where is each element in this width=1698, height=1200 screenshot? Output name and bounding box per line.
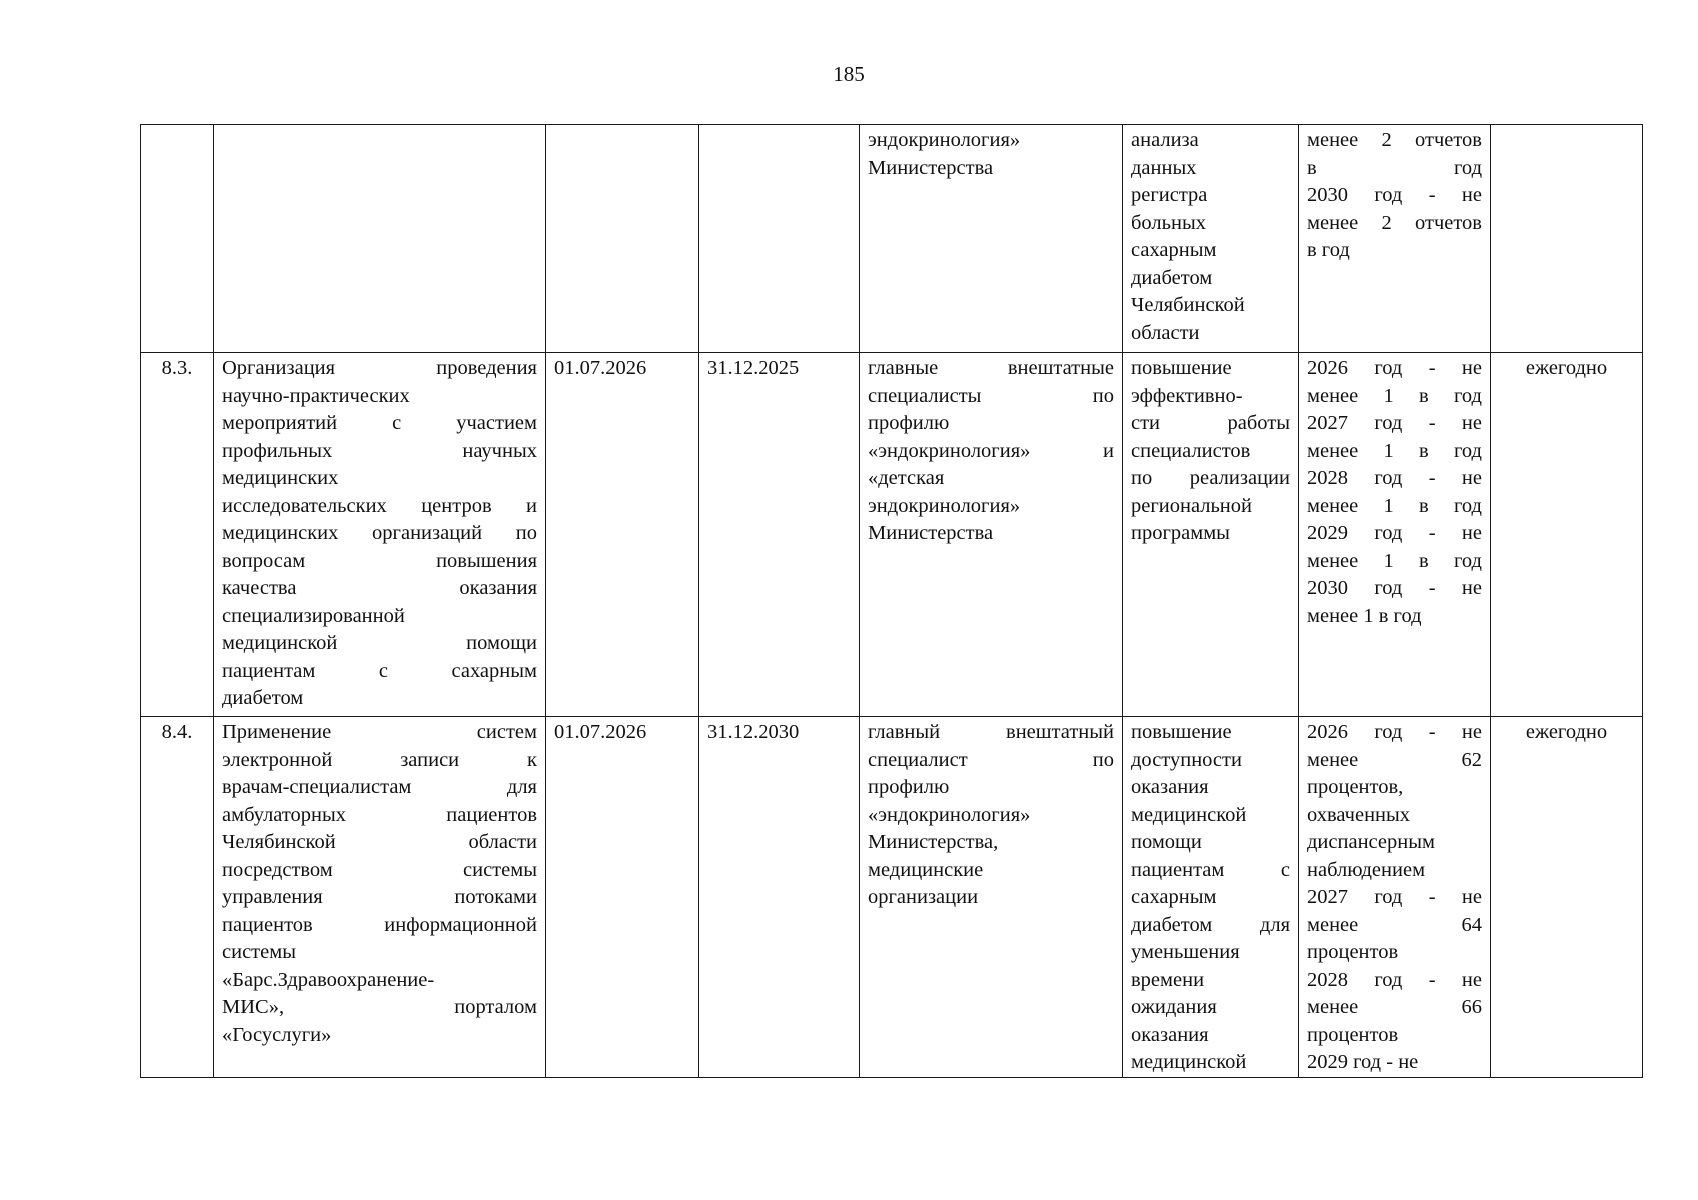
cell-line: 2029 год - не	[1307, 522, 1482, 544]
cell-line: 2029 год - не	[1307, 1051, 1419, 1073]
cell-end-date	[699, 125, 860, 353]
cell-line: Министерства	[868, 156, 994, 179]
cell-line: менее 1 в год	[1307, 604, 1422, 627]
cell-indicator	[1299, 353, 1491, 717]
cell-line: «эндокринология» и	[868, 439, 1114, 462]
table-row	[141, 125, 1643, 353]
table-row	[141, 717, 1643, 1078]
cell-indicator	[1299, 717, 1491, 1078]
cell-line: медицинских организаций по	[222, 522, 537, 544]
cell-number: 8.3.	[141, 353, 214, 717]
cell-line: уменьшения	[1131, 941, 1240, 963]
cell-line: доступности	[1131, 748, 1242, 771]
cell-line: диспансерным	[1307, 831, 1435, 853]
cell-line: 2028 год - не	[1307, 467, 1482, 489]
cell-line: повышение	[1131, 721, 1232, 743]
cell-line: профильных научных	[222, 439, 537, 462]
cell-line: научно-практических	[222, 384, 410, 407]
cell-line: 2026 год - не	[1307, 721, 1482, 743]
cell-line: диабетом	[222, 687, 304, 709]
cell-end-date: 31.12.2025	[699, 353, 860, 717]
cell-result	[1123, 717, 1299, 1078]
cell-line: сахарным	[1131, 886, 1217, 908]
cell-line: Челябинской области	[222, 831, 537, 853]
cell-line: Применение систем	[222, 721, 537, 743]
cell-line: наблюдением	[1307, 858, 1426, 881]
cell-line: мероприятий с участием	[222, 412, 537, 434]
cell-line: профилю	[868, 776, 950, 798]
cell-line: диабетом	[1131, 266, 1213, 289]
cell-line: медицинские	[868, 858, 984, 881]
cell-number	[141, 125, 214, 353]
cell-line: главные внештатные	[868, 357, 1114, 379]
cell-start-date: 01.07.2026	[546, 717, 699, 1078]
cell-start-date: 01.07.2026	[546, 353, 699, 717]
cell-line: качества оказания	[222, 577, 537, 599]
cell-result	[1123, 353, 1299, 717]
cell-line: Организация проведения	[222, 357, 537, 379]
cell-responsible	[860, 353, 1123, 717]
cell-line: области	[1131, 321, 1200, 344]
cell-line: данных	[1131, 156, 1197, 179]
page-number: 185	[833, 62, 865, 86]
cell-periodicity	[1491, 125, 1643, 353]
cell-line: 2026 год - не	[1307, 357, 1482, 379]
cell-line: главный внештатный	[868, 721, 1114, 743]
cell-action	[214, 125, 546, 353]
cell-line: менее 62	[1307, 748, 1482, 771]
cell-line: региональной	[1131, 494, 1252, 517]
cell-line: управления потоками	[222, 886, 537, 908]
cell-line: 2027 год - не	[1307, 412, 1482, 434]
cell-line: специалист по	[868, 748, 1114, 771]
cell-line: вопросам повышения	[222, 549, 537, 572]
cell-line: «детская	[868, 467, 945, 489]
cell-indicator	[1299, 125, 1491, 353]
plan-table	[140, 124, 1643, 1078]
cell-action	[214, 717, 546, 1078]
cell-start-date	[546, 125, 699, 353]
cell-line: программы	[1131, 522, 1230, 544]
cell-line: 2028 год - не	[1307, 968, 1482, 991]
table-row	[141, 353, 1643, 717]
cell-line: сти работы	[1131, 412, 1290, 434]
cell-line: Министерства,	[868, 831, 999, 853]
cell-line: эффективно-	[1131, 384, 1243, 407]
cell-line: пациентам с сахарным	[222, 659, 537, 682]
cell-line: специалисты по	[868, 384, 1114, 407]
cell-responsible	[860, 717, 1123, 1078]
cell-line: анализа	[1131, 129, 1199, 151]
cell-line: «Госуслуги»	[222, 1023, 332, 1046]
cell-line: медицинских	[222, 467, 339, 489]
cell-line: Челябинской	[1131, 294, 1245, 316]
cell-line: оказания	[1131, 1023, 1209, 1046]
cell-line: исследовательских центров и	[222, 494, 537, 517]
cell-line: повышение	[1131, 357, 1232, 379]
cell-line: времени	[1131, 968, 1205, 991]
cell-line: менее 1 в год	[1307, 439, 1482, 462]
cell-number: 8.4.	[141, 717, 214, 1078]
cell-line: медицинской помощи	[222, 632, 537, 654]
cell-line: 2030 год - не	[1307, 577, 1482, 599]
cell-line: «эндокринология»	[868, 803, 1031, 826]
cell-line: электронной записи к	[222, 748, 537, 771]
cell-line: медицинской	[1131, 1051, 1247, 1073]
cell-line: врачам-специалистам для	[222, 776, 537, 798]
cell-line: менее 66	[1307, 996, 1482, 1018]
cell-line: профилю	[868, 412, 950, 434]
cell-line: Министерства	[868, 522, 994, 544]
cell-line: помощи	[1131, 831, 1202, 853]
cell-line: больных	[1131, 211, 1206, 234]
cell-line: менее 2 отчетов	[1307, 211, 1482, 234]
cell-line: в год	[1307, 239, 1350, 261]
cell-line: эндокринология»	[868, 494, 1021, 517]
cell-action	[214, 353, 546, 717]
cell-line: оказания	[1131, 776, 1209, 798]
cell-line: организации	[868, 886, 979, 908]
cell-line: менее 1 в год	[1307, 494, 1482, 517]
cell-line: сахарным	[1131, 239, 1217, 261]
cell-line: менее 2 отчетов	[1307, 129, 1482, 151]
cell-end-date: 31.12.2030	[699, 717, 860, 1078]
cell-line: процентов,	[1307, 776, 1404, 798]
table-body	[141, 125, 1643, 1078]
cell-line: диабетом для	[1131, 913, 1290, 936]
cell-line: пациентов информационной	[222, 913, 537, 936]
cell-line: менее 1 в год	[1307, 549, 1482, 572]
cell-line: 2027 год - не	[1307, 886, 1482, 908]
cell-line: амбулаторных пациентов	[222, 803, 537, 826]
cell-line: охваченных	[1307, 803, 1411, 826]
cell-line: медицинской	[1131, 803, 1247, 826]
cell-line: посредством системы	[222, 858, 537, 881]
cell-line: 2030 год - не	[1307, 184, 1482, 206]
cell-line: пациентам с	[1131, 858, 1290, 881]
cell-line: менее 64	[1307, 913, 1482, 936]
cell-line: эндокринология»	[868, 129, 1021, 151]
cell-line: регистра	[1131, 184, 1208, 206]
cell-line: в год	[1307, 156, 1482, 179]
cell-line: по реализации	[1131, 467, 1290, 489]
cell-result	[1123, 125, 1299, 353]
cell-responsible	[860, 125, 1123, 353]
cell-line: системы	[222, 941, 296, 963]
cell-line: менее 1 в год	[1307, 384, 1482, 407]
cell-line: специалистов	[1131, 439, 1251, 462]
cell-line: специализированной	[222, 604, 405, 627]
cell-line: МИС», порталом	[222, 996, 537, 1018]
cell-periodicity: ежегодно	[1491, 717, 1643, 1078]
cell-line: процентов	[1307, 941, 1399, 963]
cell-line: ожидания	[1131, 996, 1217, 1018]
cell-line: «Барс.Здравоохранение-	[222, 968, 435, 991]
cell-line: процентов	[1307, 1023, 1399, 1046]
cell-periodicity: ежегодно	[1491, 353, 1643, 717]
